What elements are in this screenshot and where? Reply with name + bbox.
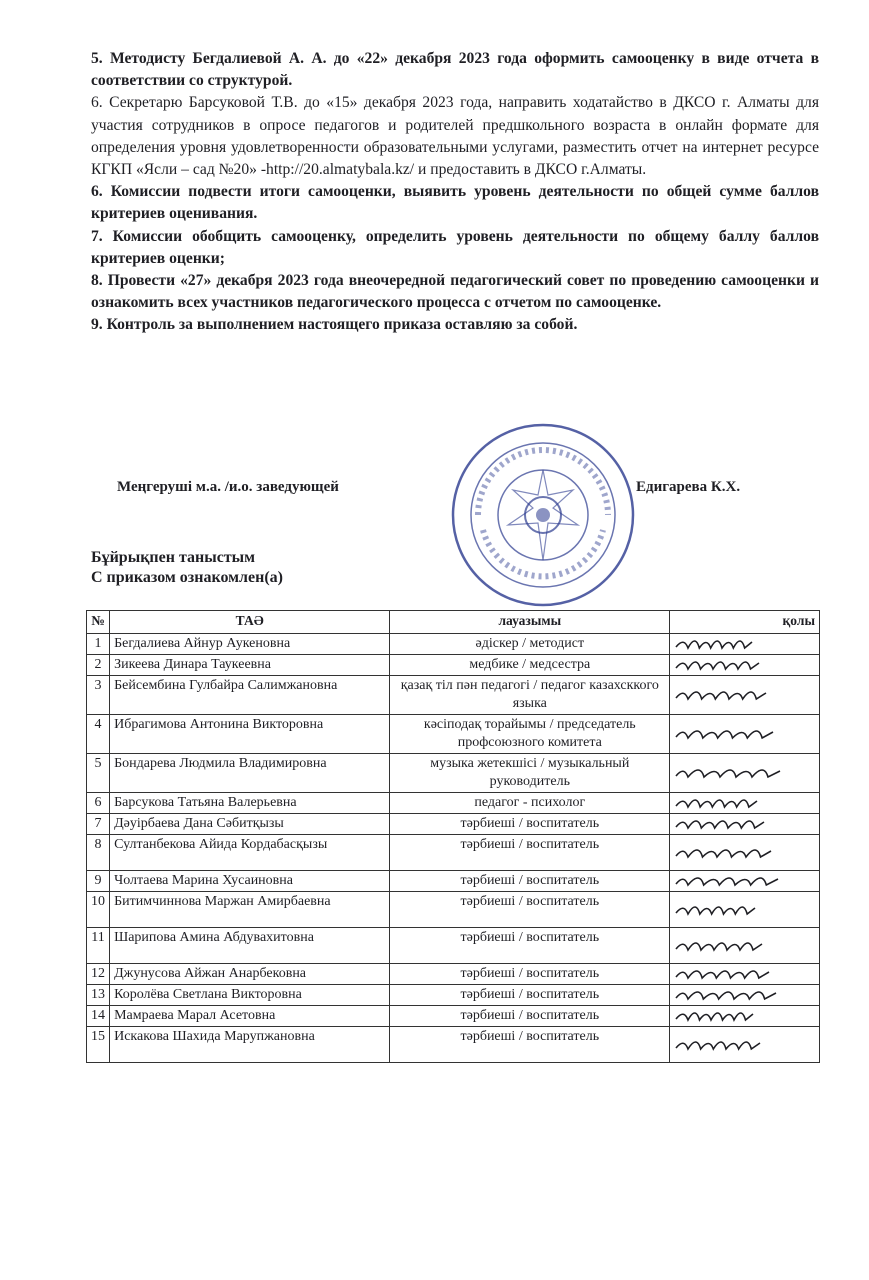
row-number: 11 bbox=[87, 928, 110, 964]
handwritten-signature-icon bbox=[674, 718, 775, 750]
signature-cell bbox=[670, 793, 820, 814]
employee-position: музыка жетекшісі / музыкальный руководитель bbox=[390, 754, 670, 793]
table-row bbox=[87, 892, 820, 928]
row-number: 15 bbox=[87, 1027, 110, 1063]
employee-position: тәрбиеші / воспитатель bbox=[390, 964, 670, 985]
employee-name: Барсукова Татьяна Валерьевна bbox=[110, 793, 390, 814]
signature-cell bbox=[670, 634, 820, 655]
handwritten-signature-icon bbox=[674, 1008, 755, 1024]
paragraph-9: 9. Контроль за выполнением настоящего приказа оставляю за собой. bbox=[91, 316, 578, 334]
acknowledgement-table bbox=[86, 610, 820, 1063]
handwritten-signature-icon bbox=[674, 795, 759, 811]
employee-name: Дәуірбаева Дана Сәбитқызы bbox=[110, 814, 390, 835]
signature-cell bbox=[670, 676, 820, 715]
row-number: 1 bbox=[87, 634, 110, 655]
header-number: № bbox=[87, 611, 110, 634]
table-row bbox=[87, 676, 820, 715]
table-row bbox=[87, 814, 820, 835]
employee-name: Джунусова Айжан Анарбековна bbox=[110, 964, 390, 985]
employee-position: әдіскер / методист bbox=[390, 634, 670, 655]
employee-name: Бейсембина Гулбайра Салимжановна bbox=[110, 676, 390, 715]
row-number: 7 bbox=[87, 814, 110, 835]
table-row bbox=[87, 1027, 820, 1063]
employee-position: тәрбиеші / воспитатель bbox=[390, 871, 670, 892]
paragraph-8: 8. Провести «27» декабря 2023 года внеочередной педагогический совет по проведению самооценки и ознакомить всех участников педагогического процесса с отчетом по самооценке. bbox=[91, 272, 819, 312]
employee-name: Чолтаева Марина Хусаиновна bbox=[110, 871, 390, 892]
table-row bbox=[87, 1006, 820, 1027]
employee-position: тәрбиеші / воспитатель bbox=[390, 928, 670, 964]
table-row bbox=[87, 754, 820, 793]
row-number: 5 bbox=[87, 754, 110, 793]
row-number: 12 bbox=[87, 964, 110, 985]
handwritten-signature-icon bbox=[674, 1029, 762, 1061]
employee-name: Зикеева Динара Таукеевна bbox=[110, 655, 390, 676]
signature-name: Едигарева К.Х. bbox=[636, 479, 741, 495]
signature-cell bbox=[670, 814, 820, 835]
employee-name: Искакова Шахида Марупжановна bbox=[110, 1027, 390, 1063]
row-number: 9 bbox=[87, 871, 110, 892]
employee-position: педагог - психолог bbox=[390, 793, 670, 814]
signature-cell bbox=[670, 871, 820, 892]
handwritten-signature-icon bbox=[674, 679, 768, 711]
table-row bbox=[87, 964, 820, 985]
handwritten-signature-icon bbox=[674, 930, 764, 962]
row-number: 8 bbox=[87, 835, 110, 871]
employee-name: Шарипова Амина Абдувахитовна bbox=[110, 928, 390, 964]
employee-name: Ибрагимова Антонина Викторовна bbox=[110, 715, 390, 754]
employee-position: тәрбиеші / воспитатель bbox=[390, 1006, 670, 1027]
row-number: 10 bbox=[87, 892, 110, 928]
signature-cell bbox=[670, 892, 820, 928]
employee-position: кәсіподақ торайымы / председатель профсоюзного комитета bbox=[390, 715, 670, 754]
employee-position: тәрбиеші / воспитатель bbox=[390, 985, 670, 1006]
row-number: 6 bbox=[87, 793, 110, 814]
signature-cell bbox=[670, 985, 820, 1006]
employee-position: қазақ тіл пән педагогі / педагог казахсккого языка bbox=[390, 676, 670, 715]
signature-cell bbox=[670, 964, 820, 985]
table-row bbox=[87, 793, 820, 814]
signature-cell bbox=[670, 655, 820, 676]
signature-cell bbox=[670, 928, 820, 964]
paragraph-6-commission: 6. Комиссии подвести итоги самооценки, выявить уровень деятельности по общей сумме баллов критериев оценивания. bbox=[91, 183, 819, 223]
official-round-seal-icon bbox=[448, 420, 638, 615]
order-paragraphs bbox=[91, 48, 819, 337]
row-number: 4 bbox=[87, 715, 110, 754]
header-signature: қолы bbox=[670, 611, 820, 634]
acknowledgement-heading bbox=[91, 548, 283, 588]
handwritten-signature-icon bbox=[674, 873, 780, 889]
employee-name: Королёва Светлана Викторовна bbox=[110, 985, 390, 1006]
handwritten-signature-icon bbox=[674, 837, 773, 869]
row-number: 13 bbox=[87, 985, 110, 1006]
acknowledgement-russian: С приказом ознакомлен(а) bbox=[91, 569, 283, 586]
row-number: 2 bbox=[87, 655, 110, 676]
header-name: ТАӘ bbox=[110, 611, 390, 634]
paragraph-5: 5. Методисту Бегдалиевой А. А. до «22» декабря 2023 года оформить самооценку в виде отчета в соответствии со структурой. bbox=[91, 50, 819, 90]
paragraph-7: 7. Комиссии обобщить самооценку, определить уровень деятельности по общему баллу баллов критериев оценки; bbox=[91, 227, 819, 267]
employee-position: тәрбиеші / воспитатель bbox=[390, 814, 670, 835]
table-body bbox=[87, 634, 820, 1063]
employee-position: тәрбиеші / воспитатель bbox=[390, 835, 670, 871]
handwritten-signature-icon bbox=[674, 966, 771, 982]
handwritten-signature-icon bbox=[674, 757, 782, 789]
table-row bbox=[87, 634, 820, 655]
employee-name: Султанбекова Айида Кордабасқызы bbox=[110, 835, 390, 871]
table-header-row bbox=[87, 611, 820, 634]
signature-cell bbox=[670, 835, 820, 871]
handwritten-signature-icon bbox=[674, 636, 754, 652]
employee-name: Мамраева Марал Асетовна bbox=[110, 1006, 390, 1027]
row-number: 3 bbox=[87, 676, 110, 715]
employee-position: тәрбиеші / воспитатель bbox=[390, 1027, 670, 1063]
paragraph-6-secretary: 6. Секретарю Барсуковой Т.В. до «15» декабря 2023 года, направить ходатайство в ДКСО г. Алматы для участия сотрудников в опросе педагогов и родителей предшкольного возраста в онлайн формате для определения уровня удовлетворенности образовательными услугами, разместить отчет на интернет ресурсе КГКП «Ясли – сад №20» -http://20.almatybala.kz/ и предоставить в ДКСО г.Алматы. bbox=[91, 94, 819, 179]
signature-cell bbox=[670, 754, 820, 793]
handwritten-signature-icon bbox=[674, 987, 778, 1003]
signature-cell bbox=[670, 715, 820, 754]
table-row bbox=[87, 928, 820, 964]
handwritten-signature-icon bbox=[674, 657, 761, 673]
row-number: 14 bbox=[87, 1006, 110, 1027]
employee-position: медбике / медсестра bbox=[390, 655, 670, 676]
signature-cell bbox=[670, 1027, 820, 1063]
table-row bbox=[87, 715, 820, 754]
employee-name: Битимчиннова Маржан Амирбаевна bbox=[110, 892, 390, 928]
handwritten-signature-icon bbox=[674, 894, 757, 926]
handwritten-signature-icon bbox=[674, 816, 766, 832]
signature-role: Меңгеруші м.а. /и.о. заведующей bbox=[117, 479, 339, 495]
table-row bbox=[87, 985, 820, 1006]
employee-position: тәрбиеші / воспитатель bbox=[390, 892, 670, 928]
table-row bbox=[87, 871, 820, 892]
header-position: лауазымы bbox=[390, 611, 670, 634]
employee-name: Бегдалиева Айнур Аукеновна bbox=[110, 634, 390, 655]
table-row bbox=[87, 835, 820, 871]
employee-name: Бондарева Людмила Владимировна bbox=[110, 754, 390, 793]
table-row bbox=[87, 655, 820, 676]
acknowledgement-kazakh: Бұйрықпен таныстым bbox=[91, 549, 256, 566]
signature-cell bbox=[670, 1006, 820, 1027]
